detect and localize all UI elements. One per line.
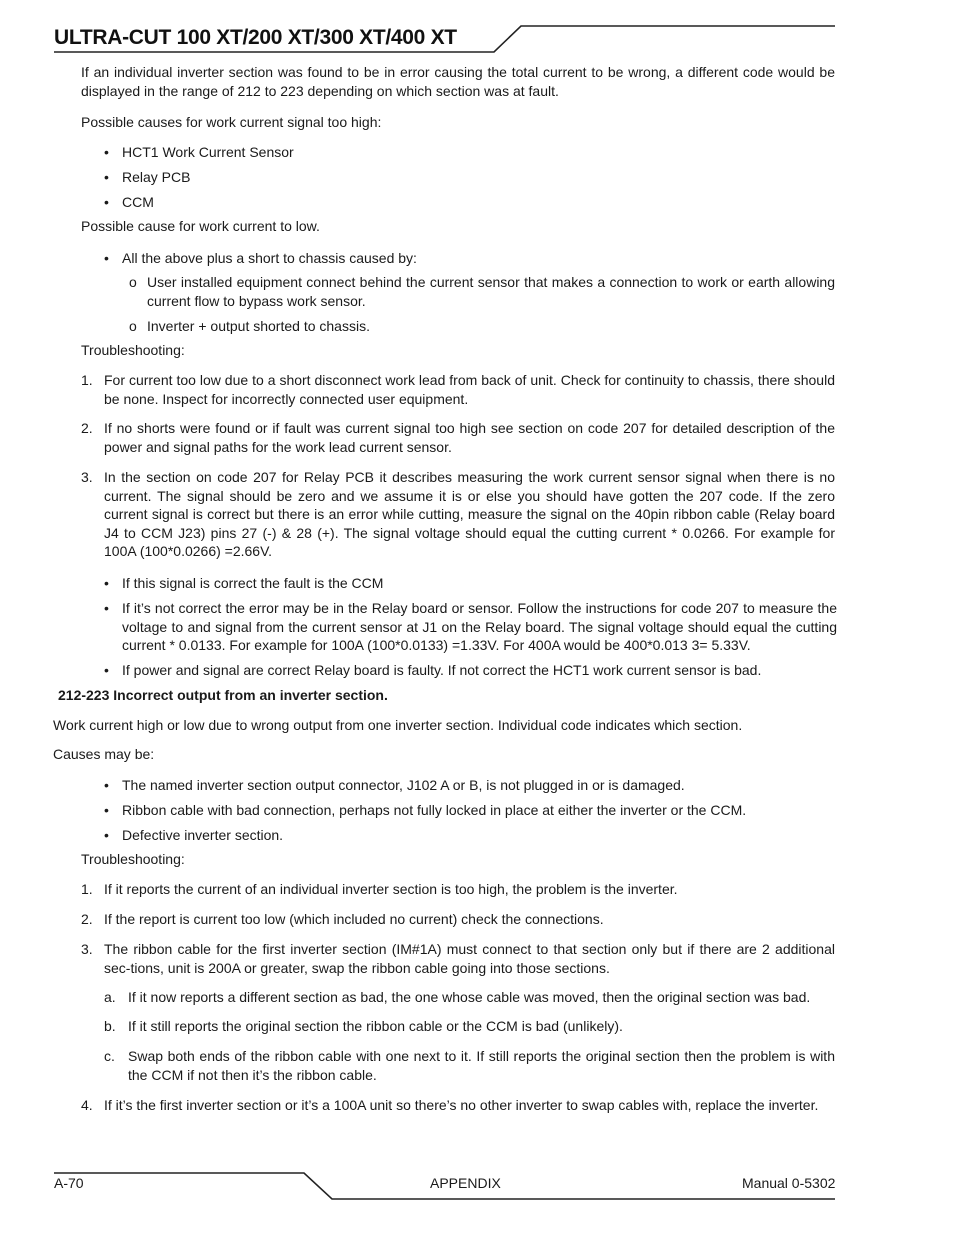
footer-manual-number: Manual 0-5302	[742, 1175, 836, 1191]
footer-section-label: APPENDIX	[430, 1175, 501, 1191]
intro-paragraph: If an individual inverter section was found to be in error causing the total current to be wrong, a different code would be displayed in the range of 212 to 223 depending on which section was at fault.	[81, 64, 835, 99]
causes-low-heading: Possible cause for work current to low.	[81, 218, 320, 234]
section-heading: 212-223 Incorrect output from an inverter section.	[58, 687, 388, 703]
troubleshooting-heading: Troubleshooting:	[81, 851, 185, 867]
troubleshooting-heading: Troubleshooting:	[81, 342, 185, 358]
footer-page-number: A-70	[54, 1175, 84, 1191]
causes-heading: Causes may be:	[53, 746, 155, 762]
page-header-title: ULTRA-CUT 100 XT/200 XT/300 XT/400 XT	[54, 26, 457, 49]
causes-high-heading: Possible causes for work current signal too high:	[81, 114, 382, 130]
section-intro: Work current high or low due to wrong output from one inverter section. Individual code indicates which section.	[53, 717, 743, 733]
